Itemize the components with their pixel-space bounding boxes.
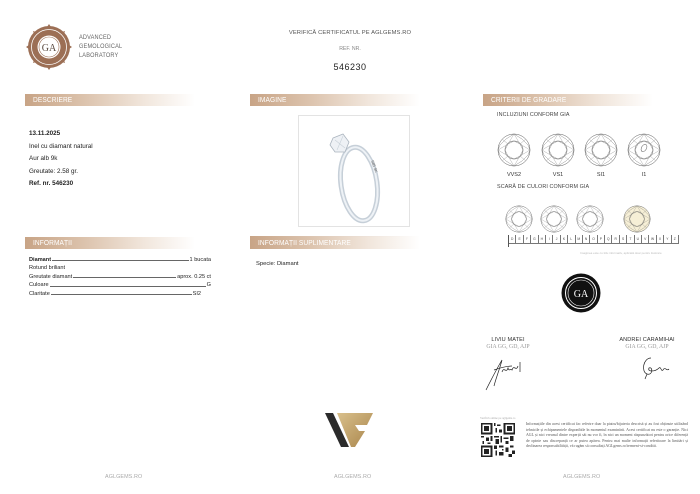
color-diamond-d-icon: [505, 205, 533, 233]
signer-2: ANDREI CARAMIHAI GIA GG, GD, AJP: [619, 337, 675, 350]
clarity-label-vs1: VS1: [552, 172, 564, 178]
qr-code[interactable]: [481, 423, 515, 457]
info-row-shape: Rotund briliant: [29, 265, 66, 272]
ref-number-label: REF. NR.: [339, 46, 361, 52]
color-scale-cell: U: [635, 235, 642, 244]
color-scale-cell: R: [612, 235, 619, 244]
signature-1: [484, 356, 528, 392]
color-diamond-j-icon: [576, 205, 604, 233]
color-scale-cell: J: [553, 235, 560, 244]
color-scale-cell: X: [657, 235, 664, 244]
color-scale-cell: V: [642, 235, 649, 244]
clarity-diamond-i1-icon: [627, 133, 661, 167]
footer-link-center[interactable]: AGLGEMS.RO: [334, 474, 372, 480]
ring-illustration: [299, 116, 411, 228]
color-diamond-g-icon: [540, 205, 568, 233]
reference-number: Ref. nr. 546230: [29, 180, 74, 187]
info-row-diamant: Diamant 1 bucata: [29, 256, 211, 263]
color-scale-cell: E: [516, 235, 523, 244]
description-block: [29, 128, 93, 191]
lab-name: ADVANCED GEMOLOGICAL LABORATORY: [79, 34, 123, 59]
color-scale-cell: I: [546, 235, 553, 244]
section-header-informatii: INFORMAȚII: [25, 237, 195, 249]
svg-text:585 9K: 585 9K: [370, 159, 380, 174]
disclaimer-text: Informațiile din acest certificat fac referire doar la piatra/bijuteria descrisă și au fost obținute utilizând tehnicile și echipamentele disponibile în momentul examinării. Acest certificat nu este o garanție. Nici AGL și nici vreunul dintre experții săi nu vor fi, în nici un moment răspunzători pentru orice diferență de opinie sau discrepanță ce ar putea apărea. Pentru mai multe informații referitoare la limitări și declinarea responsabilității, vă rugăm să consultați AGLgems.ro/termeni-si-conditii.: [526, 422, 688, 449]
certificate-date: 13.11.2025: [29, 130, 61, 137]
color-scale-cell: K: [561, 235, 568, 244]
lab-seal-logo: [26, 24, 72, 70]
color-diamond-m-icon: [623, 205, 651, 233]
inclusions-title: INCLUZIUNI CONFORM GIA: [497, 112, 570, 118]
color-scale-cell: M: [576, 235, 583, 244]
color-scale-cell: Q: [605, 235, 612, 244]
footer-link-right[interactable]: AGLGEMS.RO: [563, 474, 601, 480]
info-row-culoare: Culoare G: [29, 282, 211, 289]
section-header-descriere: DESCRIERE: [25, 94, 195, 106]
color-scale-cell: F: [524, 235, 531, 244]
section-header-imagine: IMAGINE: [250, 94, 420, 106]
svg-text:GA: GA: [573, 289, 589, 300]
item-description: Inel cu diamant natural: [29, 142, 93, 150]
color-scale-cell: P: [598, 235, 605, 244]
clarity-diamond-si1-icon: [584, 133, 618, 167]
color-scale-cell: O: [590, 235, 597, 244]
color-scale-cell: D: [509, 235, 516, 244]
svg-text:GA: GA: [41, 43, 57, 54]
info-table: [29, 254, 211, 297]
footer-link-left[interactable]: AGLGEMS.RO: [105, 474, 143, 480]
ref-number-value: 546230: [333, 62, 367, 72]
clarity-label-vvs2: VVS2: [506, 172, 522, 178]
color-scale-note: Imaginea este cu titlu informativ, aplicată doar pentru ilustrare: [580, 251, 662, 255]
color-scale-cell: L: [568, 235, 575, 244]
clarity-label-si1: SI1: [596, 172, 606, 178]
info-row-greutate: Greutate diamant aprox. 0.25 ct: [29, 273, 211, 280]
color-scale-cell: Y: [664, 235, 671, 244]
color-scale-cell: S: [620, 235, 627, 244]
color-scale-title: SCARĂ DE CULORI CONFORM GIA: [497, 184, 590, 190]
clarity-label-i1: I1: [641, 172, 647, 178]
species-text: Specie: Diamant: [256, 261, 299, 267]
item-weight: Greutate: 2.58 gr.: [29, 167, 79, 175]
color-scale-cell: N: [583, 235, 590, 244]
color-scale-cell: Z: [672, 235, 679, 244]
qr-caption: Verifică online pe aglgems.ro: [480, 416, 516, 420]
signer-1: LIVIU MATEI GIA GG, GD, AJP: [486, 337, 530, 350]
clarity-diamond-vvs2-icon: [497, 133, 531, 167]
section-header-informatii-suplimentare: INFORMAȚII SUPLIMENTARE: [250, 237, 420, 249]
metal-type: Aur alb 9k: [29, 155, 58, 162]
ring-image: [298, 115, 410, 227]
color-scale-cell: W: [649, 235, 656, 244]
verify-certificate-link[interactable]: VERIFICĂ CERTIFICATUL PE AGLGEMS.RO: [288, 30, 412, 36]
color-scale-cell: G: [531, 235, 538, 244]
image-divider: [250, 236, 420, 237]
section-header-criterii: CRITERII DE GRADARE: [483, 94, 653, 106]
agl-seal-stamp: [561, 273, 601, 313]
color-scale-cell: T: [627, 235, 634, 244]
info-row-claritate: Claritate SI2: [29, 290, 201, 297]
color-scale-cell: H: [539, 235, 546, 244]
aglgems-logo-mark: [325, 413, 373, 447]
signature-2: [637, 354, 673, 380]
clarity-diamond-vs1-icon: [541, 133, 575, 167]
color-scale-bar: [508, 235, 679, 247]
